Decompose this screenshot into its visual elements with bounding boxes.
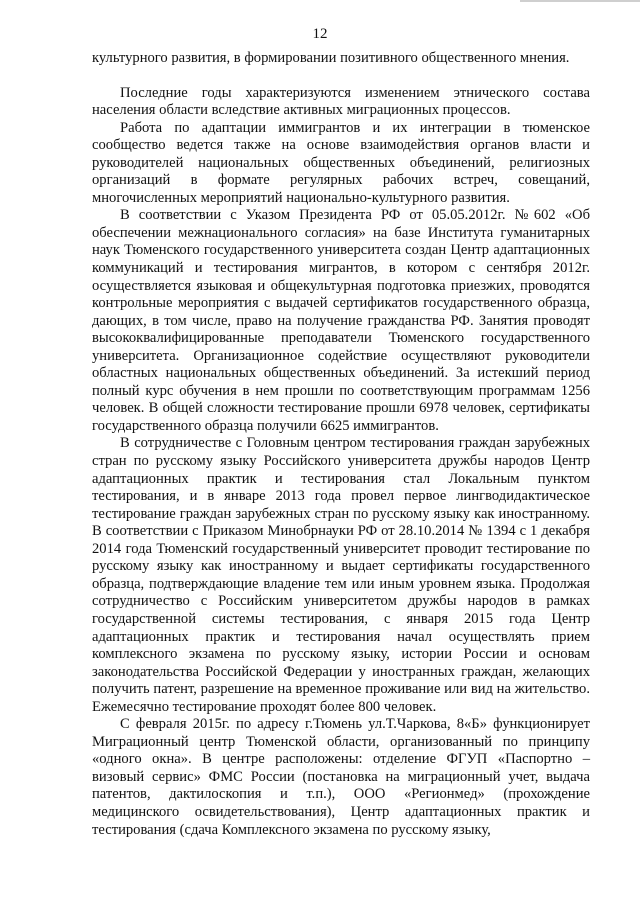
paragraph: В сотрудничестве с Головным центром тестирования граждан зарубежных стран по русскому языку Российского университета дружбы народов Центр адаптационных практик и тестирования стал Локальным пунктом тестирования, и в январе 2013 года провел первое лингводидактическое тестирование граждан зарубежных стран по русскому языку как иностранному. В соответствии с Приказом Минобрнауки РФ от 28.10.2014 № 1394 с 1 декабря 2014 года Тюменский государственный университет проводит тестирование по русскому языку как иностранному и выдает сертификаты государственного образца, подтверждающие владение тем или иным уровнем языка. Продолжая сотрудничество с Российским университетом дружбы народов в рамках государственной системы тестирования, с января 2015 года Центр адаптационных практик и тестирования начал осуществлять прием комплексного экзамена по русскому языку, истории России и основам законодательства Российской Федерации у иностранных граждан, желающих получить патент, разрешение на временное проживание или вид на жительство. Ежемесячно тестирование проходят более 800 человек. bbox=[92, 435, 590, 715]
paragraph: С февраля 2015г. по адресу г.Тюмень ул.Т.Чаркова, 8«Б» функционирует Миграционный центр Тюменской области, организованный по принципу «одного окна». В центре расположены: отделение ФГУП «Паспортно – визовый сервис» ФМС России (постановка на миграционный учет, выдача патентов, дактилоскопия и т.п.), ООО «Регионмед» (прохождение медицинского освидетельствования), Центр адаптационных практик и тестирования (сдача Комплексного экзамена по русскому языку, bbox=[92, 716, 590, 838]
scan-edge-mark bbox=[520, 0, 640, 8]
paragraph: Работа по адаптации иммигрантов и их интеграции в тюменское сообщество ведется также на основе взаимодействия органов власти и руководителей национальных общественных объединений, религиозных организаций в формате регулярных рабочих встреч, совещаний, многочисленных мероприятий национально-культурного развития. bbox=[92, 119, 590, 206]
page-number: 12 bbox=[312, 26, 328, 42]
paragraph: Последние годы характеризуются изменением этнического состава населения области вследствие активных миграционных процессов. bbox=[92, 84, 590, 119]
paragraph-continuation: культурного развития, в формировании позитивного общественного мнения. bbox=[92, 50, 570, 66]
paragraph: В соответствии с Указом Президента РФ от 05.05.2012г. №602 «Об обеспечении межнационального согласия» на базе Института гуманитарных наук Тюменского государственного университета создан Центр адаптационных коммуникаций и тестирования мигрантов, в котором с сентября 2012г. осуществляется языковая и общекультурная подготовка приезжих, проводятся контрольные мероприятия с выдачей сертификатов государственного образца, дающих, в том числе, право на получение гражданства РФ. Занятия проводят высококвалифицированные преподаватели Тюменского государственного университета. Организационное содействие осуществляют руководители областных национальных общественных объединений. За истекший период полный курс обучения в нем прошли по соответствующим программам 1256 человек. В общей сложности тестирование прошли 6978 человек, сертификаты государственного образца получили 6625 иммигрантов. bbox=[92, 207, 590, 434]
document-body bbox=[92, 50, 590, 839]
